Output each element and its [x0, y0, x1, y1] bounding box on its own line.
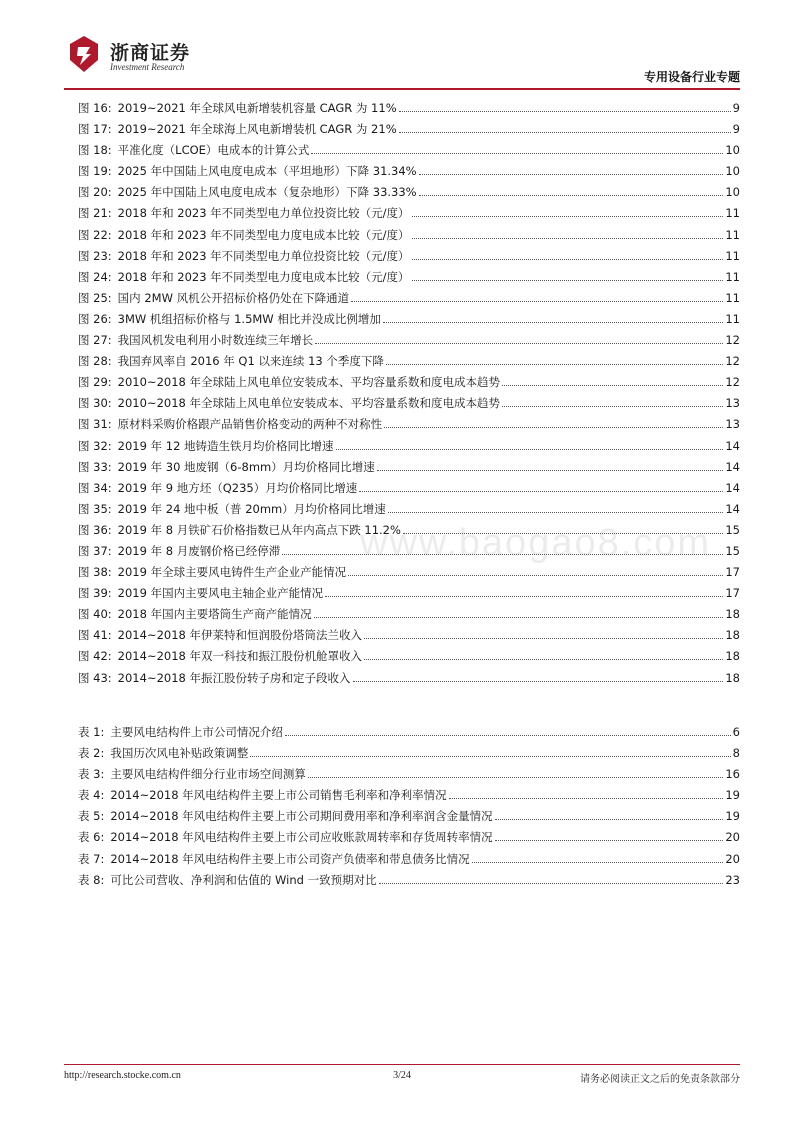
- figure-entry[interactable]: [78, 288, 740, 309]
- dot-leader: [359, 491, 723, 492]
- entry-title: 2019 年 9 地方坯（Q235）月均价格同比增速: [117, 480, 358, 495]
- entry-page-number: 15: [725, 543, 740, 558]
- dot-leader: [285, 735, 731, 736]
- entry-title: 2010~2018 年全球陆上风电单位安装成本、平均容量系数和度电成本趋势: [117, 396, 500, 411]
- report-type: 专用设备行业专题: [643, 70, 740, 84]
- footer-disclaimer: 请务必阅读正文之后的免责条款部分: [580, 1074, 740, 1085]
- watermark: www.baogao8.com: [360, 522, 712, 564]
- entry-separator: :: [107, 543, 112, 558]
- figure-entry[interactable]: [78, 351, 740, 372]
- dot-leader: [384, 427, 723, 428]
- figure-entry[interactable]: [78, 203, 740, 224]
- entry-label: 表 7: [78, 851, 101, 866]
- entry-page-number: 11: [725, 290, 740, 305]
- entry-page-number: 20: [725, 851, 740, 866]
- entry-title: 2014~2018 年振江股份转子房和定子段收入: [117, 670, 351, 685]
- entry-page-number: 10: [725, 185, 740, 200]
- figure-entry[interactable]: [78, 457, 740, 478]
- entry-title: 2014~2018 年风电结构件主要上市公司期间费用率和净利率润含金量情况: [110, 809, 493, 824]
- figure-entry[interactable]: [78, 98, 740, 119]
- entry-separator: :: [107, 375, 112, 390]
- entry-label: 图 35: [78, 501, 108, 516]
- page-header: [64, 34, 740, 86]
- dot-leader: [388, 512, 724, 513]
- entry-label: 图 24: [78, 269, 108, 284]
- figure-list: [78, 98, 740, 689]
- entry-separator: :: [107, 354, 112, 369]
- figure-entry[interactable]: [78, 499, 740, 520]
- table-entry[interactable]: [78, 743, 740, 764]
- entry-page-number: 11: [725, 248, 740, 263]
- dot-leader: [419, 195, 724, 196]
- dot-leader: [412, 280, 724, 281]
- dot-leader: [419, 174, 724, 175]
- dot-leader: [348, 575, 723, 576]
- entry-separator: :: [107, 143, 112, 158]
- dot-leader: [412, 259, 724, 260]
- entry-title: 2014~2018 年风电结构件主要上市公司销售毛利率和净利率情况: [110, 788, 447, 803]
- entry-page-number: 19: [725, 788, 740, 803]
- entry-title: 主要风电结构件上市公司情况介绍: [110, 725, 283, 739]
- dot-leader: [364, 638, 723, 639]
- dot-leader: [311, 153, 723, 154]
- figure-entry[interactable]: [78, 161, 740, 182]
- entry-page-number: 14: [725, 438, 740, 453]
- company-logo: [64, 34, 264, 80]
- page-number: 3/24: [393, 1070, 411, 1081]
- entry-page-number: 14: [725, 459, 740, 474]
- entry-label: 图 29: [78, 375, 108, 390]
- entry-title: 2019~2021 年全球风电新增装机容量 CAGR 为 11%: [117, 101, 397, 115]
- entry-title: 2014~2018 年伊莱特和恒润股份塔筒法兰收入: [117, 628, 362, 643]
- entry-title: 我国历次风电补贴政策调整: [110, 746, 249, 761]
- entry-title: 2019 年 30 地废钢（6-8mm）月均价格同比增速: [117, 459, 375, 474]
- entry-title: 2019 年国内主要风电主轴企业产能情况: [117, 586, 324, 601]
- entry-separator: :: [100, 872, 105, 887]
- entry-title: 2025 年中国陆上风电度电成本（复杂地形）下降 33.33%: [117, 185, 417, 200]
- table-entry[interactable]: [78, 764, 740, 785]
- entry-separator: :: [107, 438, 112, 453]
- entry-label: 图 39: [78, 586, 108, 601]
- table-entry[interactable]: [78, 722, 740, 743]
- entry-label: 图 21: [78, 206, 108, 221]
- dot-leader: [412, 216, 724, 217]
- entry-separator: :: [107, 101, 112, 115]
- dot-leader: [314, 617, 724, 618]
- entry-page-number: 9: [732, 122, 740, 137]
- entry-page-number: 13: [725, 417, 740, 432]
- entry-page-number: 18: [725, 670, 740, 685]
- dot-leader: [308, 777, 724, 778]
- entry-label: 表 4: [78, 788, 101, 803]
- entry-title: 我国弃风率自 2016 年 Q1 以来连续 13 个季度下降: [117, 354, 384, 369]
- table-entry[interactable]: [78, 785, 740, 806]
- dot-leader: [377, 470, 724, 471]
- entry-title: 2018 年和 2023 年不同类型电力单位投资比较（元/度）: [117, 206, 410, 221]
- page-footer: [64, 1070, 740, 1086]
- entry-title: 可比公司营收、净利润和估值的 Wind 一致预期对比: [110, 872, 377, 887]
- entry-title: 2025 年中国陆上风电度电成本（平坦地形）下降 31.34%: [117, 164, 417, 179]
- entry-label: 图 17: [78, 122, 108, 137]
- entry-label: 表 5: [78, 809, 101, 824]
- entry-separator: :: [107, 396, 112, 411]
- entry-title: 2014~2018 年双一科技和振江股份机舱罩收入: [117, 649, 362, 664]
- entry-separator: :: [107, 269, 112, 284]
- entry-label: 图 25: [78, 290, 108, 305]
- entry-label: 图 38: [78, 565, 108, 580]
- dot-leader: [412, 238, 724, 239]
- entry-separator: :: [107, 290, 112, 305]
- figure-entry[interactable]: [78, 414, 740, 435]
- entry-title: 2019 年 8 月废钢价格已经停滞: [117, 543, 281, 558]
- logo-subtitle: Investment Research: [110, 62, 185, 72]
- entry-label: 图 22: [78, 227, 108, 242]
- entry-page-number: 12: [725, 354, 740, 369]
- entry-page-number: 14: [725, 480, 740, 495]
- entry-page-number: 11: [725, 206, 740, 221]
- entry-label: 图 42: [78, 649, 108, 664]
- entry-label: 图 23: [78, 248, 108, 263]
- entry-separator: :: [107, 628, 112, 643]
- table-list: [78, 722, 740, 891]
- entry-label: 表 8: [78, 872, 101, 887]
- entry-title: 2019 年全球主要风电铸件生产企业产能情况: [117, 565, 347, 580]
- entry-label: 图 37: [78, 543, 108, 558]
- entry-separator: :: [107, 480, 112, 495]
- entry-page-number: 15: [725, 522, 740, 537]
- dot-leader: [353, 681, 724, 682]
- logo-emblem-icon: [64, 34, 104, 74]
- entry-title: 2019~2021 年全球海上风电新增装机 CAGR 为 21%: [117, 122, 397, 137]
- entry-separator: :: [107, 227, 112, 242]
- figure-entry[interactable]: [78, 140, 740, 161]
- table-entry[interactable]: [78, 806, 740, 827]
- entry-label: 图 36: [78, 522, 108, 537]
- dot-leader: [351, 301, 723, 302]
- table-entry[interactable]: [78, 849, 740, 870]
- figure-entry[interactable]: [78, 541, 740, 562]
- entry-page-number: 14: [725, 501, 740, 516]
- dot-leader: [399, 111, 731, 112]
- figure-entry[interactable]: [78, 562, 740, 583]
- entry-title: 2019 年 12 地铸造生铁月均价格同比增速: [117, 438, 334, 453]
- entry-page-number: 18: [725, 607, 740, 622]
- entry-page-number: 11: [725, 269, 740, 284]
- entry-title: 2014~2018 年风电结构件主要上市公司资产负债率和带息债务比情况: [110, 851, 470, 866]
- figure-entry[interactable]: [78, 520, 740, 541]
- entry-page-number: 17: [725, 565, 740, 580]
- entry-page-number: 9: [732, 101, 740, 115]
- entry-label: 图 31: [78, 417, 108, 432]
- dot-leader: [472, 862, 724, 863]
- entry-page-number: 12: [725, 375, 740, 390]
- entry-separator: :: [100, 851, 105, 866]
- entry-title: 原材料采购价格跟产品销售价格变动的两种不对称性: [117, 417, 383, 432]
- entry-label: 图 40: [78, 607, 108, 622]
- dot-leader: [250, 756, 730, 757]
- entry-title: 2019 年 24 地中板（普 20mm）月均价格同比增速: [117, 501, 386, 516]
- entry-separator: :: [100, 830, 105, 845]
- entry-separator: :: [107, 522, 112, 537]
- entry-page-number: 10: [725, 164, 740, 179]
- entry-page-number: 16: [725, 767, 740, 782]
- entry-label: 表 3: [78, 767, 101, 782]
- figure-entry[interactable]: [78, 604, 740, 625]
- entry-separator: :: [107, 459, 112, 474]
- figure-entry[interactable]: [78, 119, 740, 140]
- entry-separator: :: [100, 725, 105, 739]
- entry-title: 国内 2MW 风机公开招标价格仍处在下降通道: [117, 290, 350, 305]
- entry-label: 图 26: [78, 311, 108, 326]
- footer-divider: [64, 1064, 740, 1065]
- entry-label: 图 19: [78, 164, 108, 179]
- figure-entry[interactable]: [78, 182, 740, 203]
- entry-label: 图 28: [78, 354, 108, 369]
- entry-page-number: 20: [725, 830, 740, 845]
- figure-entry[interactable]: [78, 267, 740, 288]
- entry-separator: :: [107, 248, 112, 263]
- dot-leader: [399, 132, 731, 133]
- figure-index: [78, 98, 740, 689]
- entry-label: 图 27: [78, 333, 108, 348]
- entry-separator: :: [107, 649, 112, 664]
- dot-leader: [315, 343, 723, 344]
- figure-entry[interactable]: [78, 393, 740, 414]
- figure-entry[interactable]: [78, 668, 740, 689]
- dot-leader: [449, 798, 724, 799]
- entry-label: 图 43: [78, 670, 108, 685]
- figure-entry[interactable]: [78, 330, 740, 351]
- figure-entry[interactable]: [78, 583, 740, 604]
- header-divider: [64, 88, 740, 90]
- table-entry[interactable]: [78, 827, 740, 848]
- entry-page-number: 13: [725, 396, 740, 411]
- entry-label: 图 34: [78, 480, 108, 495]
- entry-separator: :: [107, 417, 112, 432]
- entry-page-number: 18: [725, 649, 740, 664]
- dot-leader: [383, 322, 724, 323]
- entry-label: 图 18: [78, 143, 108, 158]
- entry-separator: :: [107, 206, 112, 221]
- entry-label: 表 1: [78, 725, 101, 739]
- entry-label: 图 32: [78, 438, 108, 453]
- entry-separator: :: [100, 809, 105, 824]
- entry-page-number: 11: [725, 227, 740, 242]
- entry-title: 主要风电结构件细分行业市场空间测算: [110, 767, 306, 782]
- entry-title: 平准化度（LCOE）电成本的计算公式: [117, 143, 310, 158]
- entry-label: 表 2: [78, 746, 101, 761]
- entry-title: 3MW 机组招标价格与 1.5MW 相比并没成比例增加: [117, 311, 381, 326]
- entry-separator: :: [107, 311, 112, 326]
- entry-title: 2018 年和 2023 年不同类型电力单位投资比较（元/度）: [117, 248, 410, 263]
- dot-leader: [379, 883, 724, 884]
- dot-leader: [364, 659, 723, 660]
- entry-label: 图 41: [78, 628, 108, 643]
- entry-label: 图 33: [78, 459, 108, 474]
- entry-separator: :: [107, 501, 112, 516]
- entry-page-number: 12: [725, 333, 740, 348]
- figure-entry[interactable]: [78, 309, 740, 330]
- entry-separator: :: [107, 586, 112, 601]
- figure-entry[interactable]: [78, 625, 740, 646]
- entry-title: 2014~2018 年风电结构件主要上市公司应收账款周转率和存货周转率情况: [110, 830, 493, 845]
- footer-url[interactable]: http://research.stocke.com.cn: [64, 1070, 181, 1081]
- entry-title: 2019 年 8 月铁矿石价格指数已从年内高点下跌 11.2%: [117, 522, 401, 537]
- entry-separator: :: [107, 670, 112, 685]
- figure-entry[interactable]: [78, 646, 740, 667]
- table-entry[interactable]: [78, 870, 740, 891]
- entry-label: 图 20: [78, 185, 108, 200]
- figure-entry[interactable]: [78, 372, 740, 393]
- dot-leader: [403, 533, 723, 534]
- entry-separator: :: [107, 122, 112, 137]
- figure-entry[interactable]: [78, 225, 740, 246]
- entry-separator: :: [107, 185, 112, 200]
- entry-separator: :: [100, 788, 105, 803]
- entry-title: 2018 年和 2023 年不同类型电力度电成本比较（元/度）: [117, 269, 410, 284]
- entry-separator: :: [107, 333, 112, 348]
- entry-title: 2018 年国内主要塔筒生产商产能情况: [117, 607, 312, 622]
- entry-separator: :: [100, 767, 105, 782]
- entry-page-number: 23: [725, 872, 740, 887]
- entry-separator: :: [107, 164, 112, 179]
- entry-separator: :: [100, 746, 105, 761]
- figure-entry[interactable]: [78, 478, 740, 499]
- entry-separator: :: [107, 607, 112, 622]
- logo-name: 浙商证券: [110, 42, 191, 64]
- dot-leader: [325, 596, 723, 597]
- dot-leader: [495, 819, 724, 820]
- entry-page-number: 17: [725, 586, 740, 601]
- entry-label: 图 16: [78, 101, 108, 115]
- entry-page-number: 6: [732, 725, 740, 739]
- dot-leader: [502, 385, 723, 386]
- dot-leader: [495, 840, 724, 841]
- entry-page-number: 11: [725, 311, 740, 326]
- entry-title: 2018 年和 2023 年不同类型电力度电成本比较（元/度）: [117, 227, 410, 242]
- entry-title: 我国风机发电利用小时数连续三年增长: [117, 333, 314, 348]
- figure-entry[interactable]: [78, 246, 740, 267]
- entry-label: 表 6: [78, 830, 101, 845]
- dot-leader: [386, 364, 723, 365]
- figure-entry[interactable]: [78, 436, 740, 457]
- dot-leader: [282, 554, 723, 555]
- entry-page-number: 10: [725, 143, 740, 158]
- dot-leader: [336, 449, 724, 450]
- entry-separator: :: [107, 565, 112, 580]
- entry-page-number: 19: [725, 809, 740, 824]
- table-index: [78, 722, 740, 891]
- entry-label: 图 30: [78, 396, 108, 411]
- entry-title: 2010~2018 年全球陆上风电单位安装成本、平均容量系数和度电成本趋势: [117, 375, 500, 390]
- entry-page-number: 8: [732, 746, 740, 761]
- dot-leader: [502, 406, 723, 407]
- entry-page-number: 18: [725, 628, 740, 643]
